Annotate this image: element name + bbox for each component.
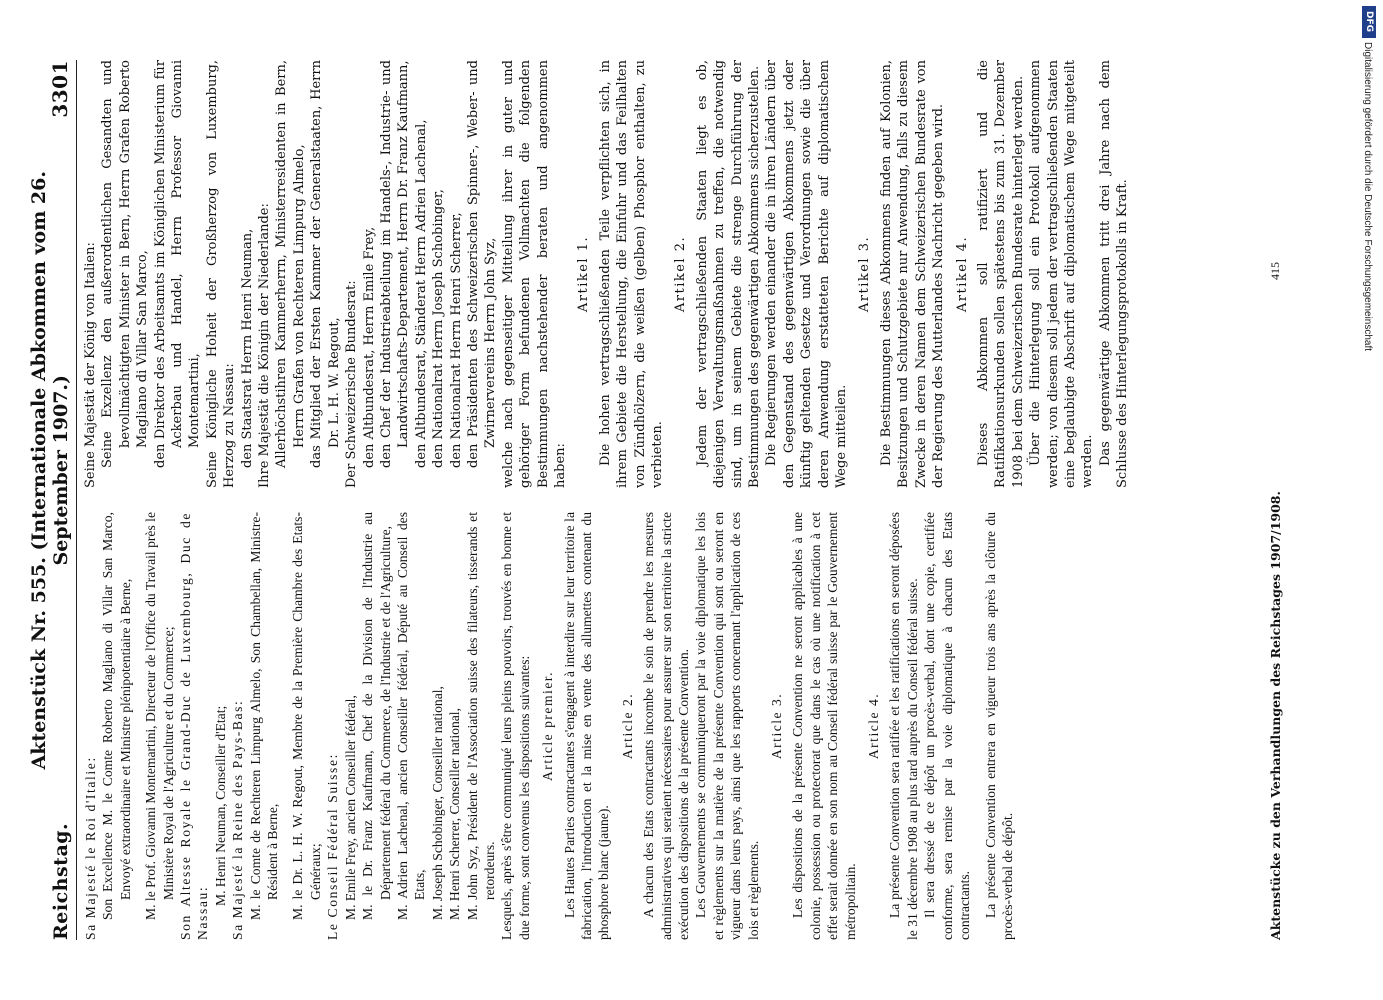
fr-article-4-title: Article 4. <box>866 692 882 760</box>
de-article-4-text: Dieses Abkommen soll ratifiziert und die Ratifikationsurkunden sollen spätestens bis zum 31. Dezember 1908 bei dem Schweizerischen Bundesrate hinterlegt werden. <box>975 60 1026 488</box>
de-delegate: Allerhöchstihren Kammerherrn, Ministerresidenten in Bern, Herrn Grafen von Rechteren Limpurg Almelo, <box>274 60 307 468</box>
fr-article-4-text: Il sera dressé de ce dépôt un procès-verbal, dont une copie, certifiée conforme, sera remise par la voie diplomatique à chacun des Etats contractants. <box>922 512 973 940</box>
de-party-luxembourg: Seine Königliche Hoheit der Großherzog von Luxemburg, Herzog zu Nassau: <box>204 60 238 488</box>
de-article-1-text: Die hohen vertragschließenden Teile verpflichten sich, in ihrem Gebiete die Herstellung, die Einfuhr und das Feilhalten von Zündhölzern, die weißen (gelben) Phosphor enthalten, zu verbieten. <box>597 60 665 488</box>
fr-delegate: M. Emile Frey, ancien Conseiller fédéral, <box>342 695 358 920</box>
de-article-3-title: Artikel 3. <box>857 235 873 313</box>
fr-delegate: M. le Prof. Giovanni Montemartini, Directeur de l'Office du Travail près le Ministère Royal de l'Agriculture et du Commerce; <box>143 512 176 920</box>
fr-article-1-text: Les Hautes Parties contractantes s'engagent à interdire sur leur territoire la fabrication, l'introduction et la mise en vente des allumettes contenant du phosphore blanc (jaune). <box>561 512 612 940</box>
de-article-3-text: Die Bestimmungen dieses Abkommens finden auf Kolonien, Besitzungen und Schutzgebiete nur Anwendung, falls zu diesem Zwecke in deren Namen dem Schweizerischen Bundesrate von der Regierung des Mutterlandes Nachricht gegeben wird. <box>878 60 947 488</box>
fr-party-italy: Sa Majesté le Roi d'Italie: <box>83 756 98 940</box>
de-delegate: den Direktor des Arbeitsamts im Königlichen Ministerium für Ackerbau und Handel, Herrn Professor Giovanni Montemartini, <box>152 60 203 468</box>
fr-delegate: M. le Comte de Rechteren Limpurg Almelo, Son Chambellan, Ministre-Résident à Berne, <box>247 512 281 920</box>
de-article-2-text: Die Regierungen werden einander die in ihren Ländern über den Gegenstand des gegenwärtigen Abkommens jetzt oder künftig geltenden Gesetze und Verordnungen sowie die über deren Anwendung erstatteten Berichte auf diplomatischem Wege mitteilen. <box>764 60 850 488</box>
de-delegate: den Nationalrat Herrn Henri Scherrer, <box>448 212 464 468</box>
fr-article-3-title: Article 3. <box>769 692 785 760</box>
de-article-2-title: Artikel 2. <box>673 235 689 313</box>
de-delegate: den Nationalrat Herrn Joseph Schobinger, <box>431 189 447 468</box>
de-article-2-text: Jedem der vertragschließenden Staaten liegt es ob, diejenigen Verwaltungsmaßnahmen zu treffen, die notwendig sind, um in seinem Gebiete die strenge Durchführung der Bestimmungen des gegenwärtigen Abkommens sicherzustellen. <box>694 60 763 488</box>
de-party-netherlands: Ihre Majestät die Königin der Niederlande: <box>257 203 273 488</box>
fr-delegate: M. John Syz, Président de l'Association suisse des filateurs, tisserands et retordeurs. <box>464 512 497 920</box>
de-delegate: den Altbundesrat, Herrn Emile Frey, <box>361 226 377 468</box>
header-left: Reichstag. <box>50 822 72 940</box>
fr-party-switzerland: Le Conseil Fédéral Suisse: <box>325 753 341 940</box>
fr-delegate: M. le Dr. Franz Kaufmann, Chef de la Division de l'Industrie au Département fédéral du Commerce, de l'Industrie et de l'Agriculture, <box>360 512 393 920</box>
fr-article-3-text: Les dispositions de la présente Convention ne seront applicables à une colonie, possession ou protectorat que dans le cas où une notification à cet effet serait donnée en son nom au Conseil fédéral suisse par le Gouvernement métropolitain. <box>790 512 858 940</box>
de-party-switzerland: Der Schweizerische Bundesrat: <box>344 280 360 488</box>
sheet-number: 415 <box>1268 262 1282 280</box>
french-column <box>82 512 1262 940</box>
fr-article-4-text: La présente Convention sera ratifiée et les ratifications en seront déposées le 31 décembre 1908 au plus tard auprès du Conseil fédéral suisse. <box>887 512 920 940</box>
fr-delegate: M. le Dr. L. H. W. Regout, Membre de la Première Chambre des Etats-Généraux; <box>290 512 323 920</box>
page-header <box>28 60 77 940</box>
dfg-logo-icon: DFG <box>1362 6 1376 38</box>
footer-source-text: Aktenstücke zu den Verhandlungen des Reichstages 1907/1908. <box>1268 491 1283 940</box>
fr-delegate: M. Henri Scherrer, Conseiller national, <box>447 708 463 920</box>
funding-credit <box>1362 6 1378 566</box>
fr-delegate: M. Joseph Schobinger, Conseiller national, <box>429 686 445 920</box>
footer-source <box>1268 491 1283 940</box>
de-delegate: den Staatsrat Herrn Henri Neuman, <box>239 228 255 468</box>
fr-preamble-closing: Lesquels, après s'être communiqué leurs pleins pouvoirs, trouvés en bonne et due forme, sont convenus les dispositions suivantes: <box>499 512 532 940</box>
page-number: 3301 <box>48 60 72 118</box>
fr-article-2-text: A chacun des Etats contractants incombe le soin de prendre les mesures administratives qui seraient nécessaires pour assurer sur son territoire la stricte exécution des dispositions de la présente Convention. <box>641 512 691 940</box>
de-article-4-text: Über die Hinterlegung soll ein Protokoll aufgenommen werden; von diesem soll jedem der vertragschließenden Staaten eine beglaubigte Abschrift auf diplomatischem Wege mitgeteilt werden. <box>1028 60 1096 488</box>
de-delegate: Seine Exzellenz den außerordentlichen Gesandten und bevollmächtigten Minister in Bern, Herrn Grafen Roberto Magliano di Villar San Marco, <box>100 60 151 468</box>
de-delegate: den Präsidenten des Schweizerischen Spinner-, Weber- und Zwirnervereins Herrn John Syz, <box>465 60 499 468</box>
fr-party-netherlands: Sa Majesté la Reine des Pays-Bas: <box>230 699 246 940</box>
de-delegate: den Chef der Industrieabteilung im Handels-, Industrie- und Landwirtschafts-Departement, Herrn Dr. Franz Kaufmann, <box>378 60 412 468</box>
fr-delegate: M. Adrien Lachenal, ancien Conseiller fédéral, Député au Conseil des Etats, <box>394 512 428 920</box>
de-delegate: das Mitglied der Ersten Kammer der Generalstaaten, Herrn Dr. L. H. W. Regout, <box>309 60 342 468</box>
header-title: Aktenstück Nr. 555. (Internationale Abkommen vom 26. September 1907.) <box>28 171 72 770</box>
fr-delegate: Son Excellence M. le Comte Roberto Magliano di Villar San Marco, Envoyé extraordinaire et Ministre plénipotentiaire à Berne, <box>100 512 133 920</box>
de-article-1-title: Artikel 1. <box>576 235 592 313</box>
fr-article-1-title: Article premier. <box>540 670 556 782</box>
de-preamble-closing: welche nach gegenseitiger Mitteilung ihrer in guter und gehöriger Form befundenen Vollmachten die folgenden Bestimmungen nachstehender beraten und angenommen haben: <box>500 60 568 488</box>
de-article-4-text: Das gegenwärtige Abkommen tritt drei Jahre nach dem Schlusse des Hinterlegungsprotokolls in Kraft. <box>1097 60 1131 488</box>
funding-credit-text: Digitalisierung gefördert durch die Deutsche Forschungsgemeinschaft <box>1362 42 1373 352</box>
de-delegate: den Altbundesrat, Ständerat Herrn Adrien Lachenal, <box>413 119 429 468</box>
fr-delegate: M. Henri Neuman, Conseiller d'Etat; <box>212 705 228 906</box>
fr-article-2-title: Article 2. <box>619 692 635 760</box>
fr-article-2-text: Les Gouvernements se communiqueront par la voie diplomatique les lois et règlements sur la matière de la présente Convention qui sont ou seront en vigueur dans leurs pays, ainsi que les rapports concernant l'application de ces lois et règlements. <box>693 512 761 940</box>
german-column <box>82 60 1262 488</box>
de-article-4-title: Artikel 4. <box>954 235 970 313</box>
fr-article-4-text: La présente Convention entrera en vigueur trois ans après la clôture du procès-verbal de dépôt. <box>982 512 1015 940</box>
de-party-italy: Seine Majestät der König von Italien: <box>83 242 98 488</box>
fr-party-luxembourg: Son Altesse Royale le Grand-Duc de Luxembourg, Duc de Nassau: <box>178 512 211 940</box>
